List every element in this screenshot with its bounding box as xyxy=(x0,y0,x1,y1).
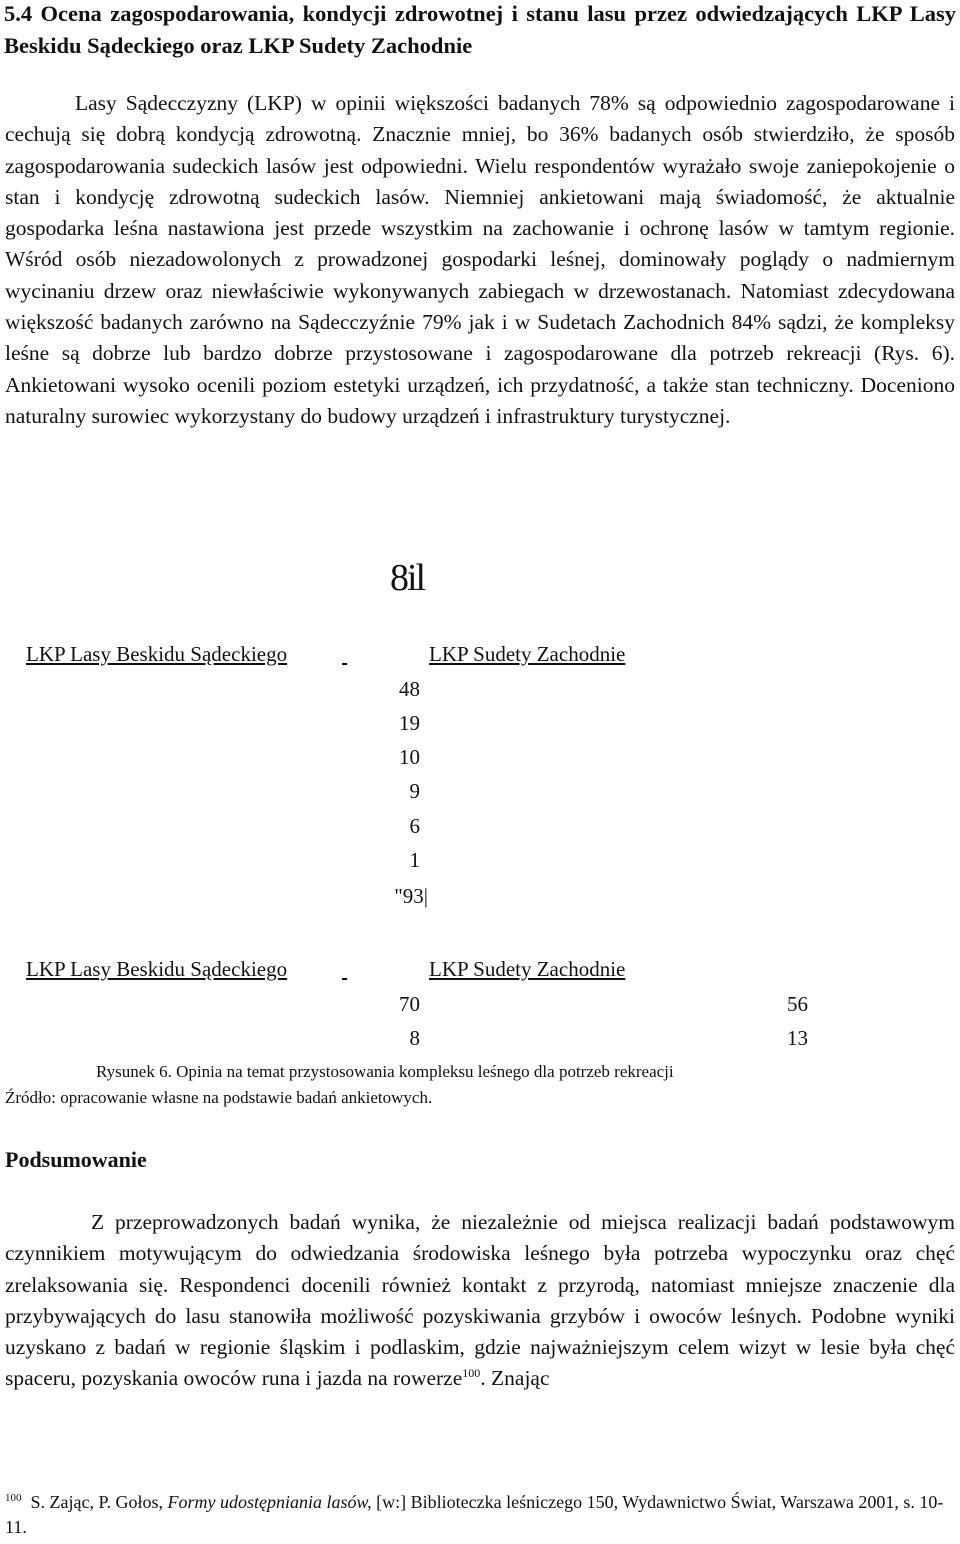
paragraph-2-tail: . Znając xyxy=(480,1366,550,1391)
figure-value: 6 xyxy=(409,814,420,838)
paragraph-2-text: Z przeprowadzonych badań wynika, że niezależnie od miejsca realizacji badań podstawowym czynnikiem motywującym do odwiedzania środowiska leśnego była potrzeba wypoczynku oraz chęć zrelaksowania się. Respondenci docenili również kontakt z przyrodą, natomiast mniejsze znaczenie dla przybywających do lasu stanowiła możliwość pozyskiwania grzybów i owoców leśnych. Podobne wyniki uzyskano z badań w regionie śląskim i podlaskim, gdzie najważniejszym celem wizyt w lesie była chęć spaceru, pozyskania owoców runa i jazda na rowerze xyxy=(5,1210,955,1391)
figure-value: 48 xyxy=(399,677,420,701)
body-paragraph-1: Lasy Sądecczyzny (LKP) w opinii większości badanych 78% są odpowiednio zagospodarowane i cechują się dobrą kondycją zdrowotną. Znacznie mniej, bo 36% badanych osób stwierdziło, że sposób zagospodarowania sudeckich lasów jest odpowiedni. Wielu respondentów wyrażało swoje zaniepokojenie o stan i kondycję zdrowotną sudeckich lasów. Niemniej ankietowani mają świadomość, że aktualnie gospodarka leśna nastawiona jest przede wszystkim na zachowanie i ochronę lasów w tamtym regionie. Wśród osób niezadowolonych z prowadzonej gospodarki leśnej, dominowały poglądy o nadmiernym wycinaniu drzew oraz niewłaściwie wykonywanych zabiegach w drzewostanach. Natomiast zdecydowana większość badanych zarówno na Sądecczyźnie 79% jak i w Sudetach Zachodnich 84% sądzi, że kompleksy leśne są dobrze lub bardzo dobrze przystosowane i zagospodarowane dla potrzeb rekreacji (Rys. 6). Ankietowani wysoko ocenili poziom estetyki urządzeń, ich przydatność, a także stan techniczny. Doceniono naturalny surowiec wykorzystany do budowy urządzeń i infrastruktury turystycznej. xyxy=(5,91,955,428)
figure-value-right: 56 xyxy=(787,992,808,1016)
body-paragraph-2 xyxy=(5,1207,955,1395)
figure-top-label: 8il xyxy=(390,557,425,599)
figure-legend-right-1: LKP Sudety Zachodnie xyxy=(429,642,626,666)
figure-value: 19 xyxy=(399,711,420,735)
figure-source: Źródło: opracowanie własne na podstawie badań ankietowych. xyxy=(5,1088,433,1107)
figure-legend-gap-1 xyxy=(342,642,428,667)
figure-caption: Rysunek 6. Opinia na temat przystosowania kompleksu leśnego dla potrzeb rekreacji xyxy=(96,1062,674,1081)
figure-value: 10 xyxy=(399,745,420,769)
figure-legend-gap-2 xyxy=(342,957,428,982)
figure-value: "93| xyxy=(394,884,428,908)
figure-value-right: 13 xyxy=(787,1026,808,1050)
footnote-reference: 100 xyxy=(462,1366,481,1381)
figure-legend-left-2: LKP Lasy Beskidu Sądeckiego xyxy=(26,957,288,981)
subheading-summary: Podsumowanie xyxy=(5,1147,147,1172)
figure-value-left: 8 xyxy=(409,1026,420,1050)
footnote-publisher: [w:] Biblioteczka leśniczego 150, Wydawnictwo Świat, Warszawa 2001, s. 10-11. xyxy=(5,1492,944,1537)
footnote-title: Formy udostępniania lasów, xyxy=(167,1492,372,1512)
footnote-authors: S. Zając, P. Gołos, xyxy=(30,1492,163,1512)
footnote-number: 100 xyxy=(5,1492,22,1504)
figure-value: 9 xyxy=(409,779,420,803)
figure-value-left: 70 xyxy=(399,992,420,1016)
figure-value: 1 xyxy=(409,848,420,872)
figure-legend-left-1: LKP Lasy Beskidu Sądeckiego xyxy=(26,642,288,666)
footnote xyxy=(5,1490,955,1540)
figure-legend-right-2: LKP Sudety Zachodnie xyxy=(429,957,626,981)
section-heading: 5.4 Ocena zagospodarowania, kondycji zdrowotnej i stanu lasu przez odwiedzających LKP Lasy Beskidu Sądeckiego oraz LKP Sudety Zachodnie xyxy=(4,1,956,58)
